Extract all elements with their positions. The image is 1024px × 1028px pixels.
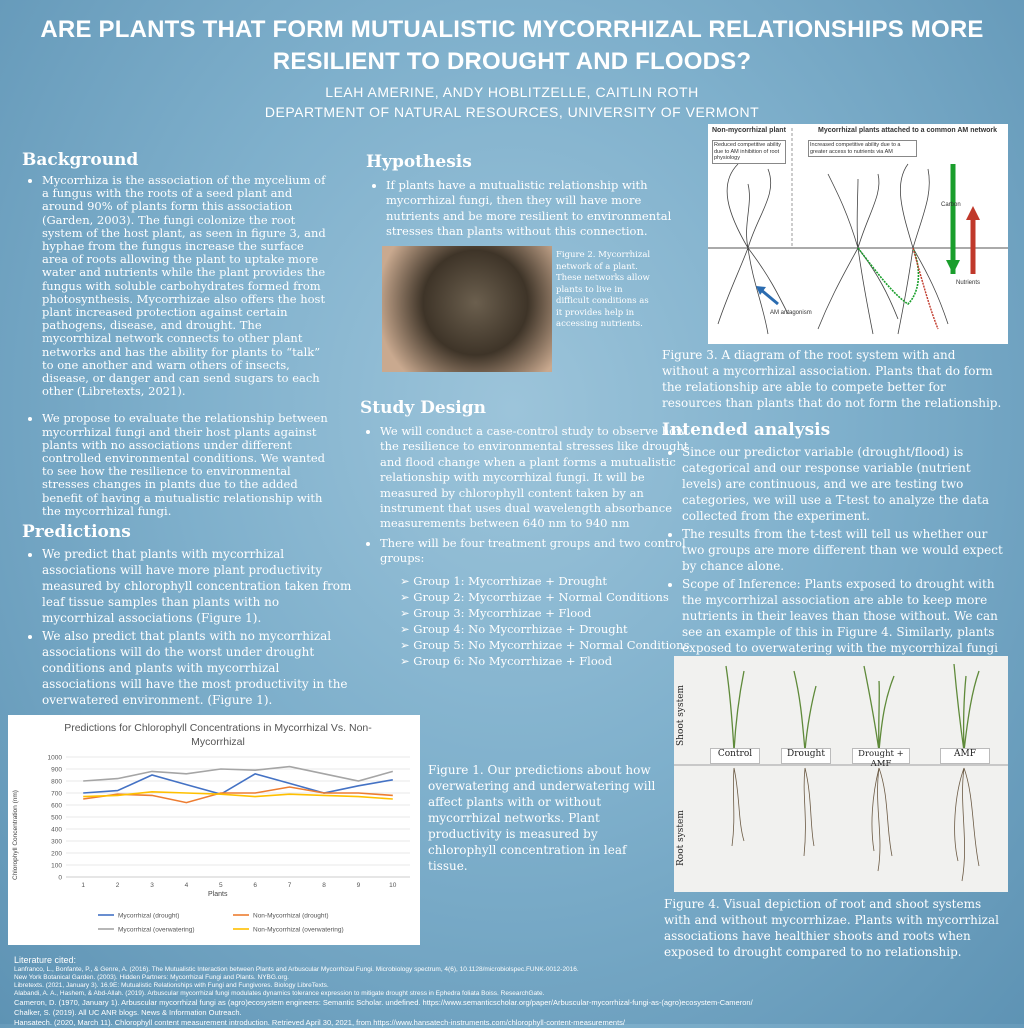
reference-item: Chalker, S. (2019). All UC ANR blogs. News & Information Outreach. bbox=[14, 1008, 242, 1017]
prediction-item: • We predict that plants with mycorrhizal associations will have more plant productivity measured by chlorophyll concentration taken from leaf tissue samples than plants with no mycorrhizal associations (Figure 1). bbox=[42, 546, 352, 626]
group-item: ➢ Group 1: Mycorrhizae + Drought bbox=[400, 573, 607, 588]
background-heading: Background bbox=[22, 150, 139, 170]
chart-xtick-label: 6 bbox=[253, 882, 258, 889]
department: DEPARTMENT OF NATURAL RESOURCES, UNIVERSITY OF VERMONT bbox=[264, 104, 760, 120]
chart-ytick-label: 400 bbox=[51, 826, 62, 834]
hypothesis-section bbox=[366, 152, 696, 244]
reference-item: Hansatech. (2020, March 11). Chlorophyll content measurement introduction. Retrieved April 30, 2021, from https://www.hansatech-instruments.com/chlorophyll-content-measurements/ bbox=[14, 1018, 625, 1027]
chart-xtick-label: 10 bbox=[389, 882, 397, 889]
analysis-section bbox=[662, 420, 1012, 690]
chart-ytick-label: 900 bbox=[51, 766, 62, 774]
chart-ytick-label: 800 bbox=[51, 778, 62, 786]
chart-ytick-label: 500 bbox=[51, 814, 62, 822]
analysis-item: • The results from the t-test will tell us whether our two groups are more different than we would expect by chance alone. bbox=[682, 526, 1012, 574]
figure3-diagram bbox=[708, 124, 1008, 344]
poster-title bbox=[0, 14, 1024, 78]
fig4-plants bbox=[674, 656, 1008, 892]
group-item: ➢ Group 6: No Mycorrhizae + Flood bbox=[400, 653, 613, 668]
fig3-label-left: Non-mycorrhizal plant bbox=[712, 127, 786, 134]
fig3-nutrients: Nutrients bbox=[956, 280, 981, 286]
figure2-photo bbox=[382, 246, 552, 372]
hypothesis-item: • If plants have a mutualistic relationship with mycorrhizal fungi, then they will have more nutrients and be more resilient to environmental stresses than plants without this connection. bbox=[386, 178, 696, 240]
title-line-1: ARE PLANTS THAT FORM MUTUALISTIC MYCORRHIZAL RELATIONSHIPS MORE bbox=[40, 16, 984, 43]
chart-xtick-label: 2 bbox=[115, 882, 120, 889]
predictions-section bbox=[22, 522, 352, 710]
chart-legend-label: Mycorrhizal (drought) bbox=[118, 912, 180, 920]
background-section bbox=[22, 150, 328, 522]
predictions-heading: Predictions bbox=[22, 522, 131, 542]
chart-legend-label: Non-Mycorrhizal (overwatering) bbox=[253, 926, 344, 934]
chart-ylabel: Chlorophyll Concentration (nm) bbox=[12, 790, 19, 880]
group-item: ➢ Group 2: Mycorrhizae + Normal Conditions bbox=[400, 589, 669, 604]
group-item: ➢ Group 3: Mycorrhizae + Flood bbox=[400, 605, 592, 620]
reference-item: Alabandi, A. A., Hashem, & Abd-Allah. (2019). Arbuscular mycorrhizal fungi modulates dynamics tolerance expression to mitigate drought stress in Ephedra foliata Boiss. ResearchGate. bbox=[14, 990, 545, 997]
study-design-heading: Study Design bbox=[360, 398, 487, 418]
chart-plot bbox=[8, 715, 420, 945]
chart-xtick-label: 9 bbox=[356, 882, 361, 889]
reference-item: Cameron, D. (1970, January 1). Arbuscular mycorrhizal fungi as (agro)ecosystem engineers: Semantic Scholar. undefined. https://www.semanticscholar.org/paper/Arbuscular-mycorrhizal-fungi-as-(agro)ecosystem-Cameron/ bbox=[14, 998, 753, 1007]
group-item: ➢ Group 5: No Mycorrhizae + Normal Conditions bbox=[400, 637, 690, 652]
chart-ytick-label: 1000 bbox=[47, 754, 62, 762]
chart-xlabel: Plants bbox=[208, 891, 228, 898]
analysis-item: • Scope of Inference: Plants exposed to drought with the mycorrhizal association are able to keep more nutrients in their leaves than those without. We can see an example of this in Figure 4. Similarly, plants exposed to overwatering with the mycorrhizal fungi bbox=[682, 576, 1012, 688]
authors: LEAH AMERINE, ANDY HOBLITZELLE, CAITLIN ROTH bbox=[325, 84, 699, 100]
fig4-pot-label: Control bbox=[710, 748, 760, 764]
fig3-am: AM antagonism bbox=[770, 310, 812, 316]
chart-xtick-label: 8 bbox=[322, 882, 326, 889]
fig4-shoot-label: Shoot system bbox=[676, 684, 686, 746]
study-design-section bbox=[360, 398, 700, 669]
chart-ytick-label: 600 bbox=[51, 802, 62, 810]
fig3-note-right: Increased competitive ability due to a greater access to nutrients via AM bbox=[808, 140, 917, 157]
fig4-root-label: Root system bbox=[676, 810, 686, 866]
figure1-caption: Figure 1. Our predictions about how overwatering and underwatering will affect plants with or without mycorrhizal networks. Plant productivity is measured by chlorophyll concentration in leaf tissue. bbox=[428, 763, 656, 873]
reference-item: Libretexts. (2021, January 3). 16.9E: Mutualistic Relationships with Fungi and Fungivores. Biology LibreTexts. bbox=[14, 982, 329, 989]
chart-ytick-label: 300 bbox=[51, 838, 62, 846]
analysis-item: • Since our predictor variable (drought/flood) is categorical and our response variable (nutrient levels) are continuous, and we are testing two categories, we will use a T-test to analyze the data collected from the experiment. bbox=[682, 444, 1012, 524]
chart-legend-label: Mycorrhizal (overwatering) bbox=[118, 926, 195, 934]
chart-xtick-label: 7 bbox=[287, 882, 292, 889]
chart-xtick-label: 4 bbox=[184, 882, 189, 889]
chart-xtick-label: 5 bbox=[218, 882, 223, 889]
study-item: • There will be four treatment groups and two control groups: bbox=[380, 536, 700, 567]
figure2-caption: Figure 2. Mycorrhizal network of a plant. These networks allow plants to live in difficult conditions as it provides help in accessing nutrients. bbox=[556, 250, 651, 329]
study-item: • We will conduct a case-control study to observe how the resilience to environmental stresses like drought and flood change when a plant forms a mutualistic relationship with mycorrhizal fungi. It will be measured by chlorophyll content taken by an instrument that uses dual wavelength absorbance measurements between 640 nm to 940 nm bbox=[380, 424, 700, 532]
fig3-label-right: Mycorrhizal plants attached to a common AM network bbox=[818, 127, 998, 134]
chart-title: Predictions for Chlorophyll Concentrations in Mycorrhizal Vs. Non-Mycorrhizal bbox=[64, 722, 372, 748]
chart-legend-label: Non-Mycorrhizal (drought) bbox=[253, 912, 329, 920]
chart-ytick-label: 700 bbox=[51, 790, 62, 798]
literature-heading: Literature cited: bbox=[14, 955, 77, 965]
fig4-pot-label: Drought bbox=[781, 748, 831, 764]
fig3-carbon: Carbon bbox=[941, 202, 961, 208]
chart-ytick-label: 100 bbox=[51, 862, 62, 870]
chart-xtick-label: 1 bbox=[81, 882, 86, 889]
chart-ytick-label: 0 bbox=[58, 874, 62, 882]
background-item: • We propose to evaluate the relationship between mycorrhizal fungi and their host plants against plants with no associations under different controlled environmental conditions. We wanted to see how the resilience to environmental stresses changes in plants due to the added benefit of having a mutualistic relationship with the mycorrhizal fungi. bbox=[42, 412, 328, 518]
reference-item: Lanfranco, L., Bonfante, P., & Genre, A. (2016). The Mutualistic Interaction between Plants and Arbuscular Mycorrhizal Fungi. Microbiology spectrum, 4(6), 10.1128/microbiolspec.FUNK-0012-2016. bbox=[14, 966, 579, 973]
figure1-chart bbox=[8, 715, 420, 945]
figure4-photo bbox=[674, 656, 1008, 892]
title-line-2: RESILIENT TO DROUGHT AND FLOODS? bbox=[272, 48, 752, 75]
literature-section bbox=[14, 955, 1014, 1028]
fig3-note-left: Reduced competitive ability due to AM inhibition of root physiology bbox=[712, 140, 786, 164]
fig4-pot-label: Drought + AMF bbox=[852, 748, 910, 764]
background-item: • Mycorrhiza is the association of the mycelium of a fungus with the roots of a seed plant and around 90% of plants form this association (Garden, 2003). The fungi colonize the root system of the host plant, as seen in figure 3, and hyphae from the fungus increase the surface area of roots allowing the plant to uptake more water and nutrients while the plant provides the fungus with soluble carbohydrates formed from photosynthesis. Mycorrhizae also offers the host plant increased protection against certain pathogens, disease, and drought. The mycorrhizal network connects to other plant networks and has the ability for plants to “talk” to one another and warn others of insects, disease, or danger and can send sugars to each other (Libretexts, 2021). bbox=[42, 174, 328, 398]
fig4-pot-label: AMF bbox=[940, 748, 990, 764]
figure3-caption: Figure 3. A diagram of the root system with and without a mycorrhizal association. Plants that do form the relationship are able to compete better for resources than plants that do not form the relationship. bbox=[662, 348, 1002, 410]
chart-xtick-label: 3 bbox=[150, 882, 154, 889]
chart-ytick-label: 200 bbox=[51, 850, 62, 858]
group-item: ➢ Group 4: No Mycorrhizae + Drought bbox=[400, 621, 628, 636]
hypothesis-heading: Hypothesis bbox=[366, 152, 472, 172]
prediction-item: • We also predict that plants with no mycorrhizal associations will do the worst under drought conditions and plants with mycorrhizal associations will have the most productivity in the overwatered environment. (Figure 1). bbox=[42, 628, 352, 708]
figure4-caption: Figure 4. Visual depiction of root and shoot systems with and without mycorrhizae. Plants with mycorrhizal associations have healthier shoots and roots when exposed to drought compared to no relationship. bbox=[664, 897, 999, 959]
reference-item: New York Botanical Garden. (2003). Hidden Partners: Mycorrhizal Fungi and Plants. NYBG.org. bbox=[14, 974, 289, 981]
analysis-heading: Intended analysis bbox=[662, 420, 831, 440]
authors-block bbox=[0, 82, 1024, 122]
